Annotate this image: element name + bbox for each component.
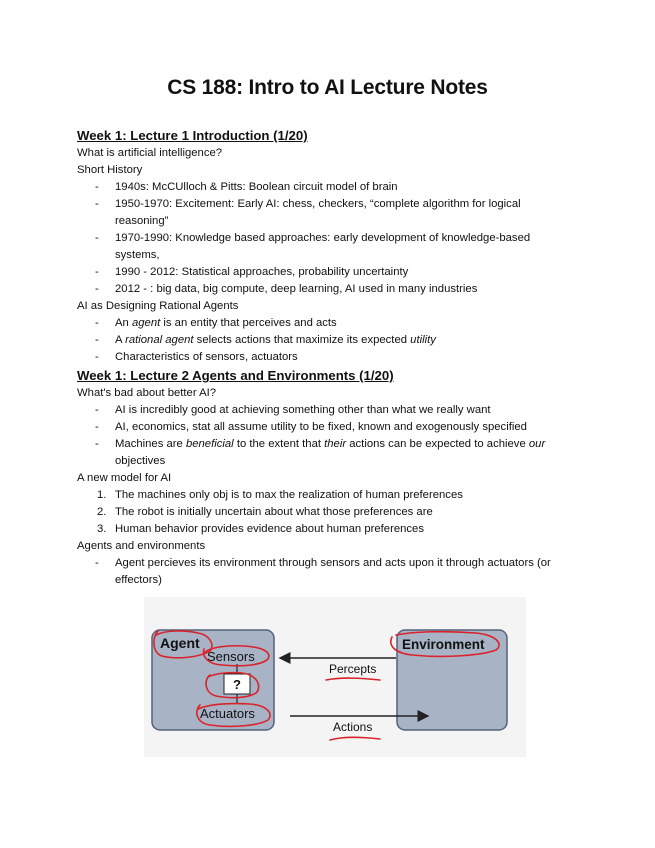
text-run: objectives (115, 455, 166, 467)
emphasis-their: their (324, 438, 347, 450)
list-item: - 1990 - 2012: Statistical approaches, probability uncertainty (77, 264, 577, 281)
history-list (77, 179, 577, 298)
list-text: Human behavior provides evidence about human preferences (115, 523, 424, 535)
section-heading-lecture-2: Week 1: Lecture 2 Agents and Environments (1/20) (77, 368, 394, 383)
list-item: - 1950-1970: Excitement: Early AI: chess, checkers, “complete algorithm for logical reasoning” (77, 196, 577, 230)
list-item: - AI is incredibly good at achieving something other than what we really want (77, 402, 577, 419)
emphasis-beneficial: beneficial (185, 438, 234, 450)
notes-body (77, 126, 577, 589)
emphasis-agent: agent (131, 317, 161, 329)
list-item (77, 521, 577, 538)
env-list (77, 555, 577, 589)
list-item: - 1970-1990: Knowledge based approaches: early development of knowledge-based systems, (77, 230, 577, 264)
list-item: - 2012 - : big data, big compute, deep learning, AI used in many industries (77, 281, 577, 298)
paragraph-what-is-ai: What is artificial intelligence? (77, 147, 223, 159)
list-number: 2. (97, 506, 107, 518)
environment-label: Environment (402, 637, 485, 652)
bad-ai-list (77, 402, 577, 470)
text-run: An (115, 317, 132, 329)
paragraph-agents-environments: Agents and environments (77, 540, 206, 552)
section-heading-lecture-1: Week 1: Lecture 1 Introduction (1/20) (77, 128, 308, 143)
text-run: Machines are (115, 438, 186, 450)
page-title: CS 188: Intro to AI Lecture Notes (167, 76, 488, 99)
paragraph-bad-ai: What's bad about better AI? (77, 387, 217, 399)
unknown-label: ? (233, 677, 241, 692)
emphasis-utility: utility (410, 334, 436, 346)
list-item (77, 332, 577, 349)
list-item (77, 315, 577, 332)
actions-label: Actions (333, 720, 373, 734)
list-item: - Agent percieves its environment through sensors and acts upon it through actuators (or effectors) (77, 555, 577, 589)
list-item (77, 504, 577, 521)
list-item (77, 487, 577, 504)
text-run: actions can be expected to achieve (346, 438, 529, 450)
emphasis-our: our (528, 438, 546, 450)
text-run: A (115, 334, 126, 346)
list-number: 1. (97, 489, 107, 501)
list-item: - 1940s: McCUlloch & Pitts: Boolean circuit model of brain (77, 179, 577, 196)
agent-environment-diagram (144, 597, 526, 757)
text-run: to the extent that (233, 438, 325, 450)
list-text: The machines only obj is to max the realization of human preferences (115, 489, 463, 501)
percepts-label: Percepts (329, 662, 377, 676)
list-item: - Characteristics of sensors, actuators (77, 349, 577, 366)
paragraph-new-model: A new model for AI (77, 472, 172, 484)
rational-list (77, 315, 577, 366)
text-run: is an entity that perceives and acts (160, 317, 337, 329)
list-item: - AI, economics, stat all assume utility to be fixed, known and exogenously specified (77, 419, 577, 436)
emphasis-rational-agent: rational agent (125, 334, 194, 346)
list-number: 3. (97, 523, 107, 535)
text-run: selects actions that maximize its expected (193, 334, 411, 346)
paragraph-short-history: Short History (77, 164, 143, 176)
model-list (77, 487, 577, 538)
sensors-label: Sensors (207, 649, 255, 664)
paragraph-rational-agents: AI as Designing Rational Agents (77, 300, 239, 312)
actuators-label: Actuators (200, 706, 255, 721)
list-item (77, 436, 577, 470)
list-text: The robot is initially uncertain about what those preferences are (115, 506, 433, 518)
diagram-svg (144, 597, 526, 757)
agent-label: Agent (160, 635, 200, 651)
